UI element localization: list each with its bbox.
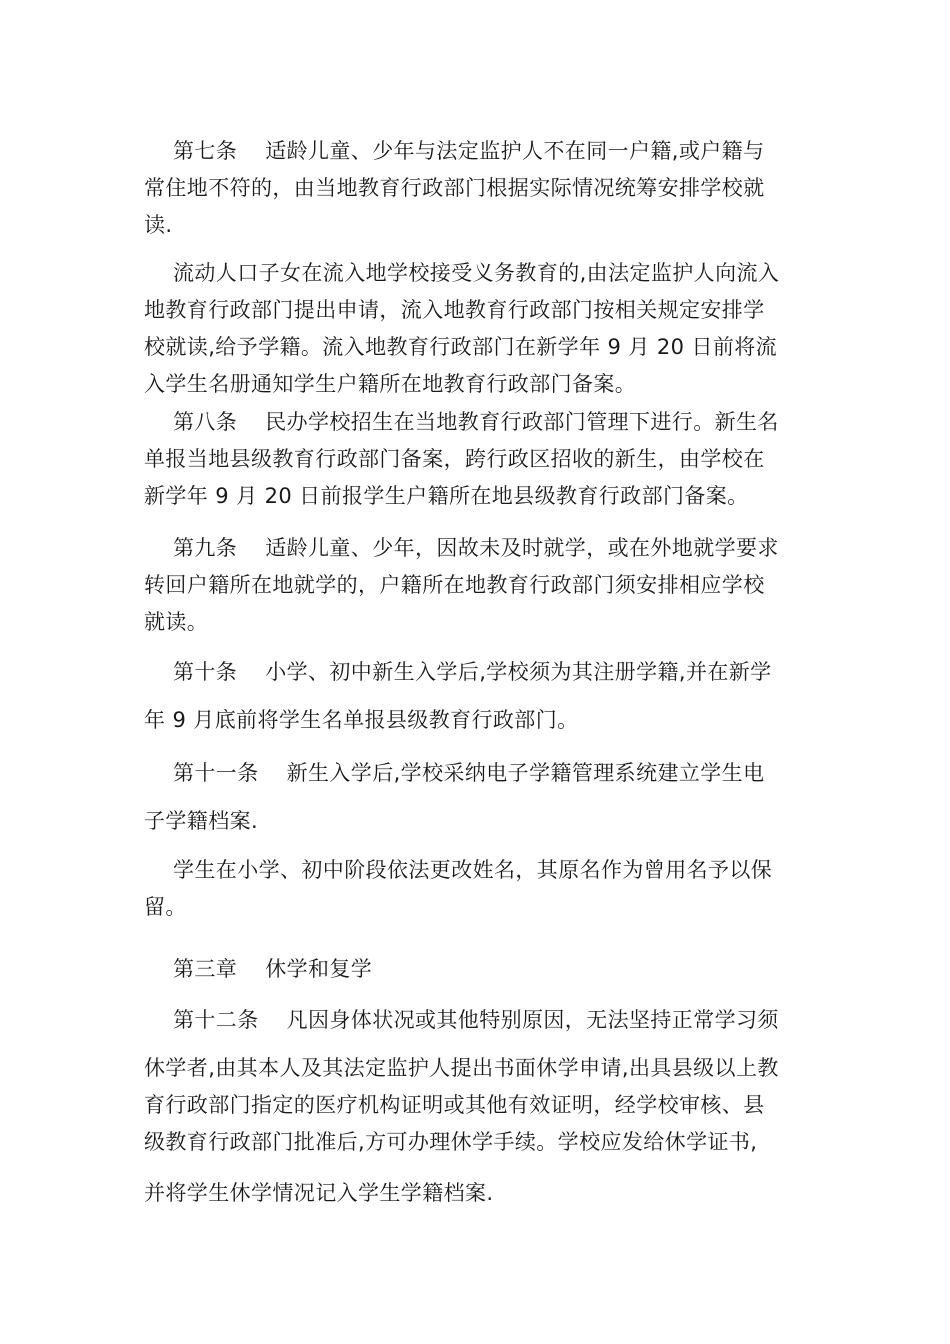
article-heading: 第七条: [173, 139, 238, 163]
chapter-heading: [173, 954, 853, 984]
paragraph-line: 入学生名册通知学生户籍所在地教育行政部门备案。: [144, 372, 637, 396]
paragraph-line: 第十二条 凡因身体状况或其他特别原因，无法坚持正常学习须: [173, 1008, 779, 1032]
paragraph-line: 单报当地县级教育行政部门备案，跨行政区招收的新生，由学校在: [144, 447, 765, 471]
paragraph-line: 第七条 适龄儿童、少年与法定监护人不在同一户籍,或户籍与: [173, 139, 765, 163]
chapter-number: 第三章: [173, 957, 238, 981]
chapter-title: 休学和复学: [265, 957, 373, 981]
paragraph-line: 第十条 小学、初中新生入学后,学校须为其注册学籍,并在新学: [173, 660, 772, 684]
paragraph-line: 第九条 适龄儿童、少年，因故未及时就学，或在外地就学要求: [173, 536, 779, 560]
paragraph-line: 年 9 月底前将学生名单报县级教育行政部门。: [144, 708, 579, 732]
article-heading: 第八条: [173, 410, 238, 434]
paragraph-line: 子学籍档案.: [144, 809, 259, 833]
paragraph-line: 学生在小学、初中阶段依法更改姓名，其原名作为曾用名予以保: [173, 858, 773, 882]
paragraph-line: 留。: [144, 895, 187, 919]
paragraph-line: 常住地不符的，由当地教育行政部门根据实际情况统筹安排学校就: [144, 176, 765, 200]
paragraph-line: 读.: [144, 213, 173, 237]
paragraph-line: 转回户籍所在地就学的，户籍所在地教育行政部门须安排相应学校: [144, 573, 765, 597]
paragraph-line: 流动人口子女在流入地学校接受义务教育的,由法定监护人向流入: [173, 261, 780, 285]
paragraph-line: 地教育行政部门提出申请，流入地教育行政部门按相关规定安排学: [144, 298, 765, 322]
paragraph-line: 校就读,给予学籍。流入地教育行政部门在新学年 9 月 20 日前将流: [144, 335, 778, 359]
paragraph-line: 休学者,由其本人及其法定监护人提出书面休学申请,出具县级以上教: [144, 1056, 779, 1080]
paragraph-line: 第十一条 新生入学后,学校采纳电子学籍管理系统建立学生电: [173, 761, 765, 785]
article-heading: 第十条: [173, 660, 238, 684]
article-heading: 第十二条: [173, 1008, 259, 1032]
paragraph-line: 第八条 民办学校招生在当地教育行政部门管理下进行。新生名: [173, 410, 779, 434]
paragraph-line: 并将学生休学情况记入学生学籍档案.: [144, 1181, 494, 1205]
article-heading: 第九条: [173, 536, 238, 560]
paragraph-line: 新学年 9 月 20 日前报学生户籍所在地县级教育行政部门备案。: [144, 484, 749, 508]
paragraph-line: 育行政部门指定的医疗机构证明或其他有效证明，经学校审核、县: [144, 1093, 765, 1117]
article-heading: 第十一条: [173, 761, 259, 785]
paragraph-line: 就读。: [144, 610, 209, 634]
paragraph-line: 级教育行政部门批准后,方可办理休学手续。学校应发给休学证书,: [144, 1130, 758, 1154]
